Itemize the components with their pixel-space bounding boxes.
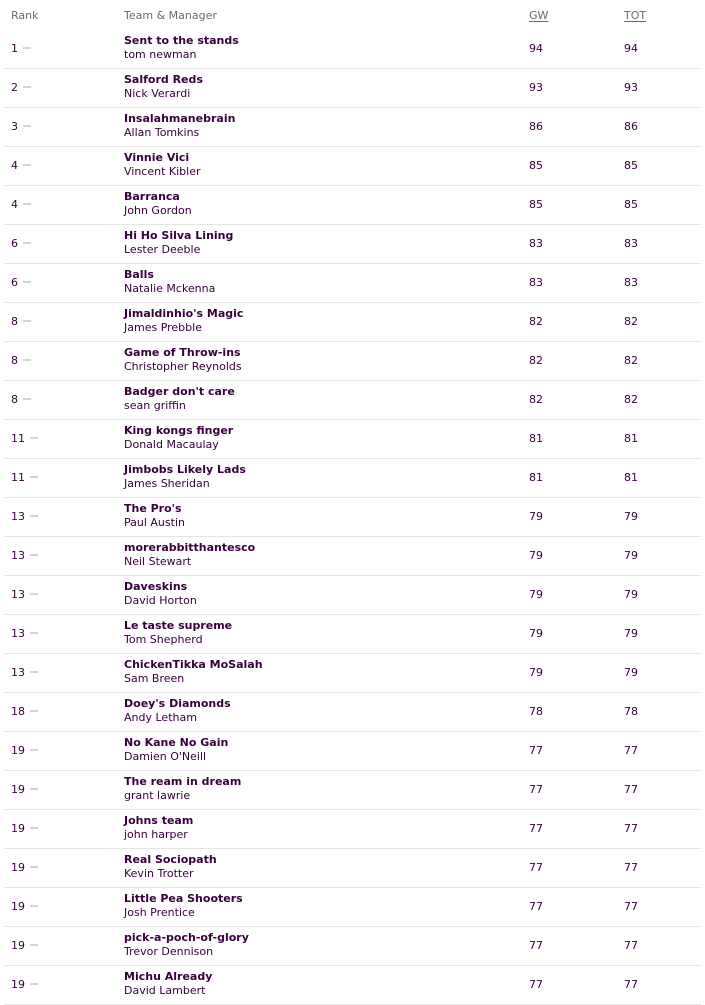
manager-name: Kevin Trotter [124,867,194,880]
team-name-link[interactable]: Jimbobs Likely Lads [124,463,246,476]
rank-cell [11,861,38,874]
manager-name: James Sheridan [124,477,210,490]
no-change-dash-icon [30,710,38,712]
team-manager-column-header: Team & Manager [124,9,217,22]
table-row [4,615,701,654]
no-change-dash-icon [30,788,38,790]
gw-points: 78 [529,705,543,718]
rank-cell [11,549,38,562]
total-points: 83 [624,276,638,289]
gw-points: 82 [529,315,543,328]
total-points: 79 [624,627,638,640]
table-row [4,654,701,693]
table-row [4,927,701,966]
total-points: 77 [624,744,638,757]
manager-name: Vincent Kibler [124,165,201,178]
gw-points: 86 [529,120,543,133]
gw-column-header[interactable]: GW [529,9,549,22]
rank-cell [11,354,31,367]
rank-cell [11,705,38,718]
team-name-link[interactable]: Little Pea Shooters [124,892,243,905]
rank-value: 19 [11,783,25,796]
manager-name: Neil Stewart [124,555,192,568]
total-points: 82 [624,315,638,328]
total-points: 86 [624,120,638,133]
manager-name: Nick Verardi [124,87,191,100]
gw-points: 79 [529,549,543,562]
table-row [4,537,701,576]
table-row [4,30,701,69]
rank-cell [11,471,38,484]
rank-cell [11,939,38,952]
rank-value: 1 [11,42,18,55]
tot-column-header[interactable]: TOT [624,9,647,22]
total-points: 81 [624,432,638,445]
rank-value: 19 [11,861,25,874]
rank-cell [11,276,31,289]
rank-cell [11,588,38,601]
rank-value: 6 [11,237,18,250]
gw-points: 79 [529,627,543,640]
no-change-dash-icon [30,827,38,829]
total-points: 93 [624,81,638,94]
manager-name: grant lawrie [124,789,191,802]
manager-name: Damien O'Neill [124,750,207,763]
no-change-dash-icon [23,203,31,205]
no-change-dash-icon [30,476,38,478]
gw-points: 94 [529,42,543,55]
team-name-link[interactable]: morerabbitthantesco [124,541,256,554]
rank-value: 3 [11,120,18,133]
rank-cell [11,315,31,328]
manager-name: Josh Prentice [124,906,195,919]
team-name-link[interactable]: Hi Ho Silva Lining [124,229,234,242]
rank-cell [11,744,38,757]
gw-points: 77 [529,900,543,913]
total-points: 78 [624,705,638,718]
no-change-dash-icon [23,47,31,49]
team-name-link[interactable]: Balls [124,268,154,281]
rank-value: 18 [11,705,25,718]
manager-name: Trevor Dennison [124,945,214,958]
rank-cell [11,510,38,523]
team-name-link[interactable]: Real Sociopath [124,853,217,866]
no-change-dash-icon [30,671,38,673]
gw-points: 79 [529,588,543,601]
no-change-dash-icon [30,866,38,868]
manager-name: Allan Tomkins [124,126,200,139]
team-name-link[interactable]: Game of Throw-ins [124,346,241,359]
manager-name: Donald Macaulay [124,438,219,451]
gw-points: 85 [529,159,543,172]
rank-cell [11,393,31,406]
total-points: 77 [624,861,638,874]
total-points: 77 [624,939,638,952]
rank-value: 19 [11,744,25,757]
table-row [4,303,701,342]
rank-value: 8 [11,354,18,367]
manager-name: tom newman [124,48,197,61]
rank-value: 19 [11,978,25,991]
no-change-dash-icon [30,593,38,595]
table-row [4,108,701,147]
table-row [4,693,701,732]
rank-value: 19 [11,822,25,835]
gw-points: 77 [529,783,543,796]
no-change-dash-icon [23,359,31,361]
gw-points: 77 [529,861,543,874]
no-change-dash-icon [30,632,38,634]
gw-points: 79 [529,510,543,523]
rank-value: 4 [11,198,18,211]
team-name-link[interactable]: No Kane No Gain [124,736,229,749]
rank-value: 19 [11,939,25,952]
table-row [4,147,701,186]
rank-cell [11,783,38,796]
team-name-link[interactable]: Johns team [124,814,194,827]
table-row [4,225,701,264]
manager-name: James Prebble [124,321,202,334]
no-change-dash-icon [30,515,38,517]
rank-cell [11,42,31,55]
manager-name: Natalie Mckenna [124,282,216,295]
gw-points: 82 [529,393,543,406]
table-row [4,498,701,537]
gw-points: 81 [529,471,543,484]
total-points: 79 [624,510,638,523]
rank-cell [11,159,31,172]
table-row [4,810,701,849]
no-change-dash-icon [23,398,31,400]
team-name-link[interactable]: King kongs finger [124,424,234,437]
rank-cell [11,237,31,250]
team-name-link[interactable]: Salford Reds [124,73,203,86]
table-row [4,849,701,888]
rank-value: 13 [11,588,25,601]
table-row [4,381,701,420]
rank-value: 13 [11,666,25,679]
rank-value: 6 [11,276,18,289]
gw-points: 81 [529,432,543,445]
total-points: 94 [624,42,638,55]
total-points: 81 [624,471,638,484]
rank-cell [11,978,38,991]
total-points: 79 [624,549,638,562]
table-row [4,342,701,381]
gw-points: 82 [529,354,543,367]
rank-value: 8 [11,393,18,406]
manager-name: Paul Austin [124,516,185,529]
team-name-link[interactable]: pick-a-poch-of-glory [124,931,249,944]
rank-value: 8 [11,315,18,328]
table-row [4,186,701,225]
manager-name: john harper [124,828,188,841]
rank-value: 13 [11,549,25,562]
rank-cell [11,627,38,640]
total-points: 79 [624,666,638,679]
team-name-link[interactable]: ChickenTikka MoSalah [124,658,263,671]
team-name-link[interactable]: Michu Already [124,970,213,983]
table-row [4,69,701,108]
rank-cell [11,822,38,835]
rank-value: 19 [11,900,25,913]
team-name-link[interactable]: Sent to the stands [124,34,239,47]
rank-cell [11,666,38,679]
no-change-dash-icon [30,554,38,556]
no-change-dash-icon [23,164,31,166]
gw-points: 77 [529,744,543,757]
total-points: 77 [624,978,638,991]
total-points: 77 [624,822,638,835]
total-points: 85 [624,159,638,172]
table-row [4,576,701,615]
total-points: 85 [624,198,638,211]
no-change-dash-icon [30,905,38,907]
team-name-link[interactable]: Badger don't care [124,385,235,398]
manager-name: Andy Letham [124,711,197,724]
table-row [4,888,701,927]
total-points: 79 [624,588,638,601]
gw-points: 77 [529,822,543,835]
gw-points: 85 [529,198,543,211]
manager-name: sean griffin [124,399,186,412]
team-name-link[interactable]: Jimaldinhio's Magic [124,307,244,320]
rank-cell [11,900,38,913]
manager-name: Sam Breen [124,672,185,685]
total-points: 77 [624,900,638,913]
gw-points: 79 [529,666,543,679]
total-points: 82 [624,393,638,406]
manager-name: Lester Deeble [124,243,201,256]
rank-value: 13 [11,510,25,523]
total-points: 83 [624,237,638,250]
gw-points: 93 [529,81,543,94]
gw-points: 77 [529,978,543,991]
team-name-link[interactable]: Vinnie Vici [124,151,190,164]
table-row [4,420,701,459]
table-row [4,732,701,771]
team-name-link[interactable]: Barranca [124,190,180,203]
rank-cell [11,432,38,445]
manager-name: John Gordon [124,204,192,217]
rank-cell [11,81,31,94]
team-name-link[interactable]: Doey's Diamonds [124,697,231,710]
no-change-dash-icon [30,749,38,751]
no-change-dash-icon [23,281,31,283]
team-name-link[interactable]: Le taste supreme [124,619,233,632]
rank-value: 4 [11,159,18,172]
team-name-link[interactable]: The Pro's [124,502,182,515]
table-row [4,771,701,810]
manager-name: Christopher Reynolds [124,360,242,373]
rank-value: 11 [11,471,25,484]
no-change-dash-icon [30,437,38,439]
table-row [4,966,701,1005]
table-body [0,30,705,1005]
total-points: 77 [624,783,638,796]
no-change-dash-icon [23,242,31,244]
table-header [0,0,705,30]
team-name-link[interactable]: The ream in dream [124,775,242,788]
table-row [4,264,701,303]
manager-name: David Horton [124,594,197,607]
total-points: 82 [624,354,638,367]
no-change-dash-icon [23,86,31,88]
manager-name: David Lambert [124,984,206,997]
gw-points: 83 [529,237,543,250]
gw-points: 83 [529,276,543,289]
manager-name: Tom Shepherd [124,633,203,646]
rank-value: 11 [11,432,25,445]
rank-value: 2 [11,81,18,94]
rank-value: 13 [11,627,25,640]
table-row [4,459,701,498]
rank-cell [11,198,31,211]
no-change-dash-icon [23,320,31,322]
no-change-dash-icon [30,944,38,946]
no-change-dash-icon [23,125,31,127]
gw-points: 77 [529,939,543,952]
no-change-dash-icon [30,983,38,985]
team-name-link[interactable]: Daveskins [124,580,188,593]
rank-column-header: Rank [11,9,39,22]
team-name-link[interactable]: Insalahmanebrain [124,112,236,125]
rank-cell [11,120,31,133]
